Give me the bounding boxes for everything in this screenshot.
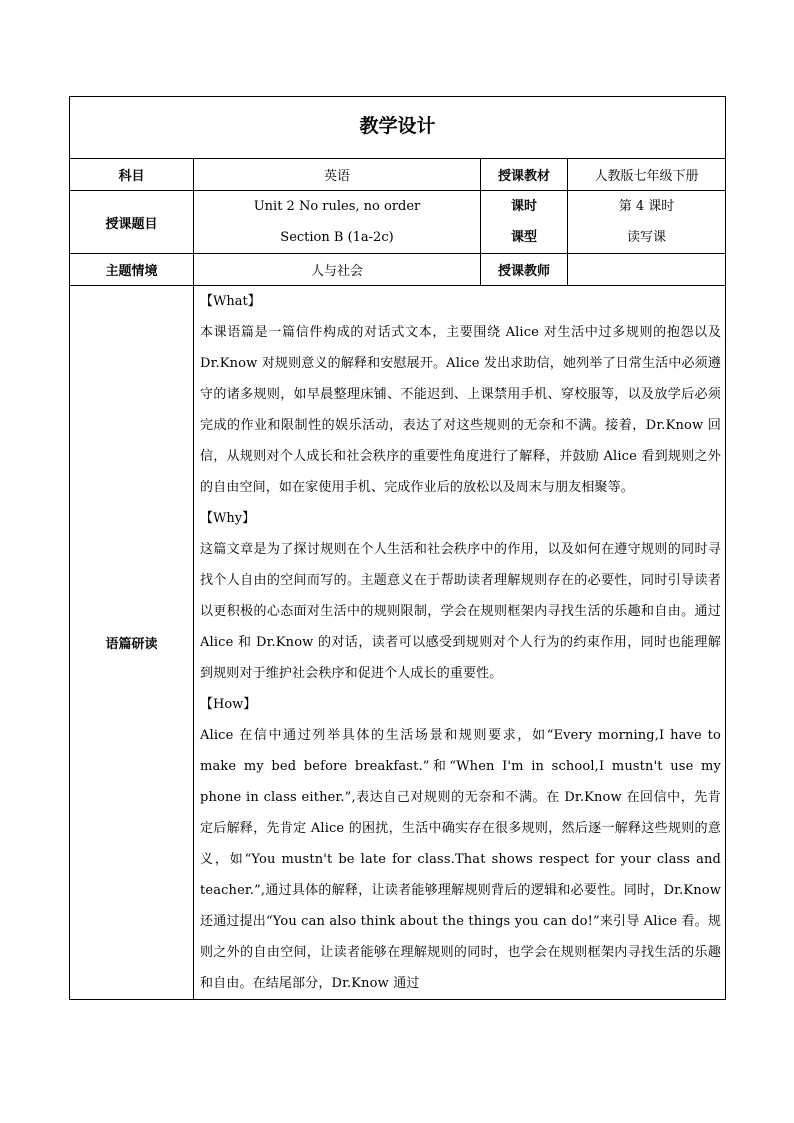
type-value: 读写课 [627,230,667,245]
analysis-content [194,286,726,1000]
title-cell [70,97,726,159]
subject-value: 英语 [194,159,481,191]
why-heading: 【Why】 [200,511,256,526]
title-row [70,97,726,159]
subject-row [70,159,726,191]
topic-value-cell [194,191,481,254]
teacher-value [568,254,726,286]
topic-row [70,191,726,254]
teaching-design-table [69,96,726,1000]
period-label: 课时 [510,199,537,214]
how-heading: 【How】 [200,697,257,712]
material-label: 授课教材 [481,159,568,191]
theme-row [70,254,726,286]
topic-line-1: Unit 2 No rules, no order [253,199,421,214]
topic-label: 授课题目 [70,191,194,254]
page-title: 教学设计 [359,115,436,137]
theme-value: 人与社会 [194,254,481,286]
topic-line-2: Section B (1a-2c) [280,230,394,245]
period-value: 第 4 课时 [618,199,675,214]
why-paragraph: 这篇文章是为了探讨规则在个人生活和社会秩序中的作用，以及如何在遵守规则的同时寻找个人自由的空间而写的。主题意义在于帮助读者理解规则存在的必要性，同时引导读者以更积极的心态面对生活中的规则限制，学会在规则框架内寻找生活的乐趣和自由。通过 Alice 和 Dr.Know 的对话，读者可以感受到规则对个人行为的约束作用，同时也能理解到规则对于维护社会秩序和促进个人成长的重要性。 [200,542,722,681]
analysis-label: 语篇研读 [70,286,194,1000]
what-paragraph: 本课语篇是一篇信件构成的对话式文本，主要围绕 Alice 对生活中过多规则的抱怨以及 Dr.Know 对规则意义的解释和安慰展开。Alice 发出求助信，她列举了日常生活中必须遵守的诸多规则，如早晨整理床铺、不能迟到、上课禁用手机、穿校服等，以及放学后必须完成的作业和限制性的娱乐活动，表达了对这些规则的无奈和不满。接着，Dr.Know 回信，从规则对个人成长和社会秩序的重要性角度进行了解释，并鼓励 Alice 看到规则之外的自由空间，如在家使用手机、完成作业后的放松以及周末与朋友相聚等。 [200,325,722,495]
how-paragraph: Alice 在信中通过列举具体的生活场景和规则要求，如“Every morning,I have to make my bed before breakfast.”和“When I'm in school,I mustn't use my phone in class either.”,表达自己对规则的无奈和不满。在 Dr.Know 在回信中，先肯定后解释，先肯定 Alice 的困扰，生活中确实存在很多规则，然后逐一解释这些规则的意义，如“You mustn't be late for class.That shows respect for your class and teacher.”,通过具体的解释，让读者能够理解规则背后的逻辑和必要性。同时，Dr.Know 还通过提出“You can also think about the things you can do!”来引导 Alice 看。规则之外的自由空间，让读者能够在理解规则的同时，也学会在规则框架内寻找生活的乐趣和自由。在结尾部分，Dr.Know 通过 [200,728,722,991]
type-label: 课型 [510,230,537,245]
period-type-value-cell [568,191,726,254]
period-type-label-cell [481,191,568,254]
what-heading: 【What】 [200,294,261,309]
material-value: 人教版七年级下册 [568,159,726,191]
theme-label: 主题情境 [70,254,194,286]
analysis-row [70,286,726,1000]
teacher-label: 授课教师 [481,254,568,286]
subject-label: 科目 [70,159,194,191]
